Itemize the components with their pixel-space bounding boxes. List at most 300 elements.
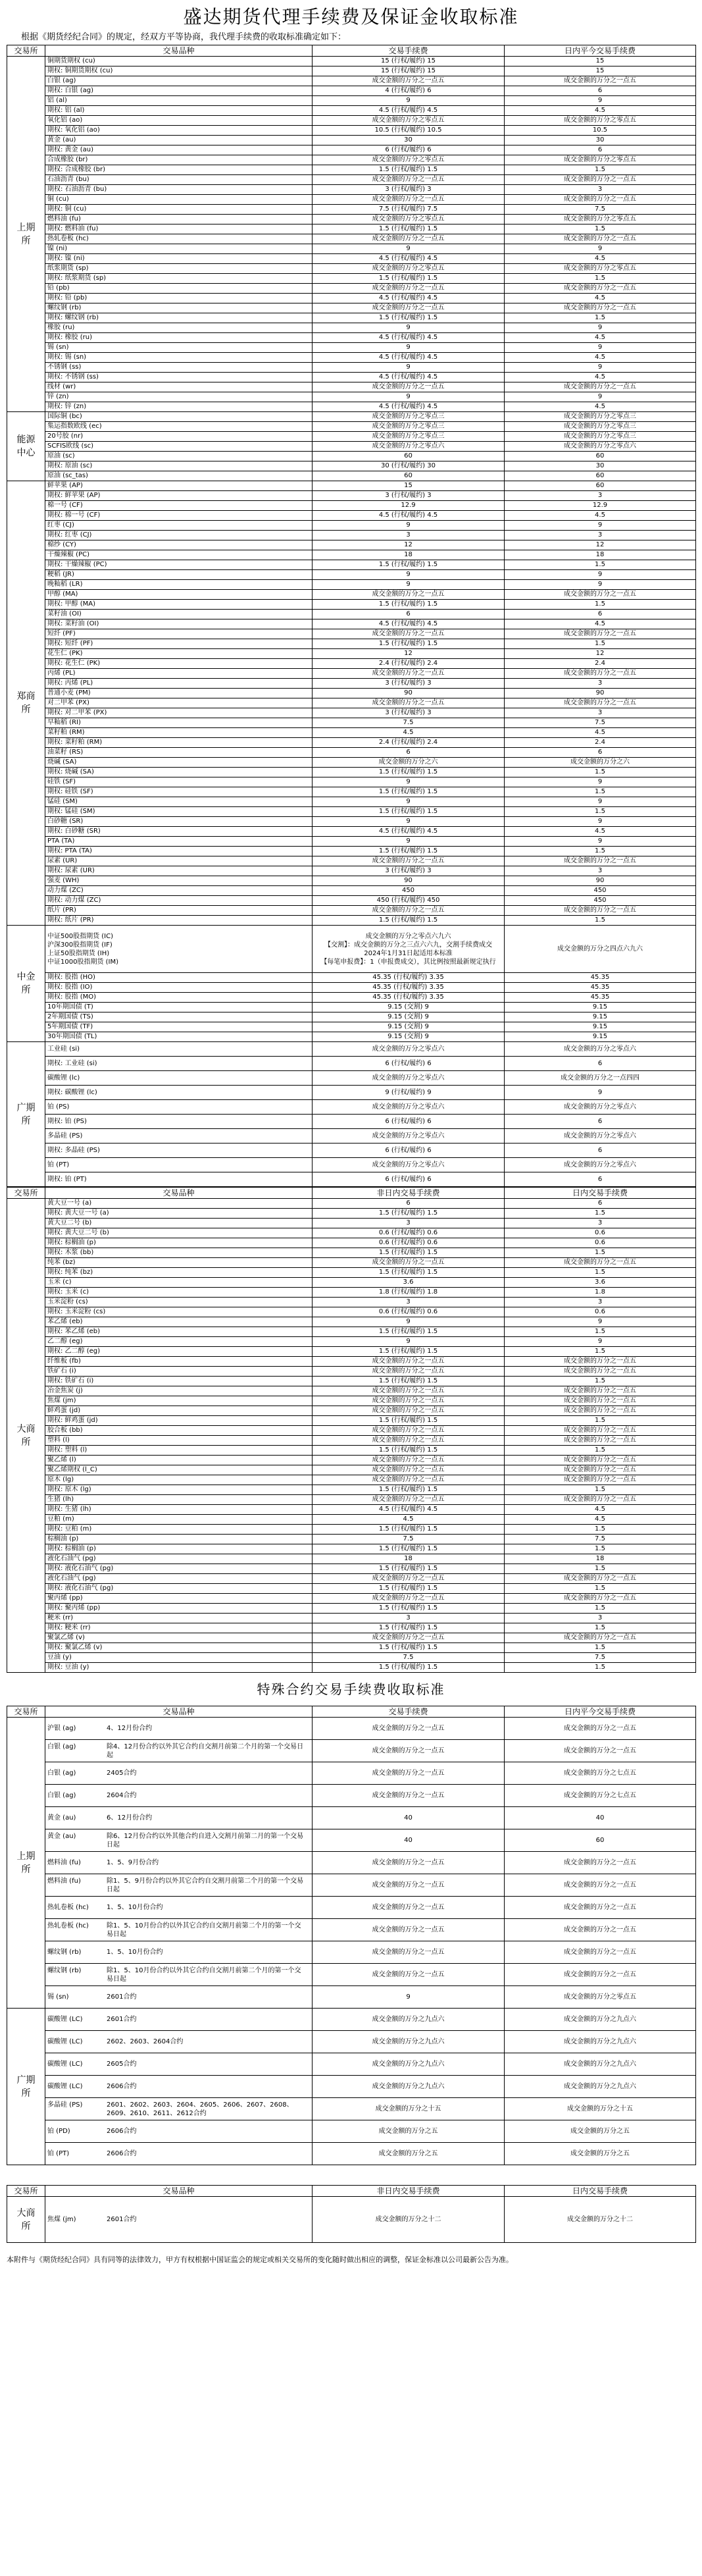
intraday-fee: 4.5 — [505, 106, 696, 116]
fee-row — [7, 501, 696, 511]
column-header: 日内平今交易手续费 — [505, 45, 696, 57]
exchange-name: 大商所 — [7, 1199, 45, 1673]
intraday-fee: 45.35 — [505, 983, 696, 993]
special-product-name: 碳酸锂 (LC) — [47, 2061, 83, 2068]
product-name: 期权: 不锈钢 (ss) — [45, 373, 313, 382]
special-product-name: 白银 (ag) — [47, 1743, 76, 1750]
trade-fee: 0.6 (行权/履约) 0.6 — [313, 1238, 505, 1248]
trade-fee: 9 — [313, 323, 505, 333]
special-fee-row — [7, 1986, 696, 2009]
product-name: 30年期国债 (TL) — [45, 1032, 313, 1042]
intraday-fee: 3 — [505, 679, 696, 689]
trade-fee: 成交金额的万分之零点六 — [313, 1100, 505, 1115]
special-fee-row — [7, 2143, 696, 2165]
special-product-name: 燃料油 (fu) — [47, 1877, 81, 1885]
special-fee-table-body — [7, 1706, 696, 2165]
dalian-special-fee-table — [7, 2185, 696, 2243]
fee-row — [7, 866, 696, 876]
product-name: 花生仁 (PK) — [45, 649, 313, 659]
intraday-fee: 成交金额的万分之十五 — [505, 2098, 696, 2120]
trade-fee: 60 — [313, 471, 505, 481]
trade-fee: 成交金额的万分之一点五 — [313, 1258, 505, 1268]
fee-row — [7, 1623, 696, 1633]
intraday-fee: 4.5 — [505, 294, 696, 303]
special-product — [45, 2053, 313, 2076]
fee-row — [7, 580, 696, 590]
trade-fee: 1.5 (行权/履约) 1.5 — [313, 1643, 505, 1653]
intraday-fee: 7.5 — [505, 718, 696, 728]
trade-fee: 30 (行权/履约) 30 — [313, 461, 505, 471]
product-name: 铅 (pb) — [45, 284, 313, 294]
fee-row — [7, 1042, 696, 1057]
special-fee-row — [7, 1785, 696, 1807]
trade-fee: 9 — [313, 96, 505, 106]
intraday-fee: 1.5 — [505, 1327, 696, 1337]
intro-text: 根据《期货经纪合同》的规定，经双方平等协商，我代理手续费的收取标准确定如下： — [21, 32, 347, 42]
intraday-fee: 18 — [505, 1554, 696, 1564]
fee-row — [7, 1436, 696, 1446]
trade-fee: 1.5 (行权/履约) 1.5 — [313, 1544, 505, 1554]
product-name: 期权: 铜 (cu) — [45, 205, 313, 215]
intraday-fee: 成交金额的万分之一点五 — [505, 1426, 696, 1436]
intraday-fee: 成交金额的万分之一点五 — [505, 1456, 696, 1465]
intraday-fee: 450 — [505, 896, 696, 906]
product-name: 纯苯 (bz) — [45, 1258, 313, 1268]
trade-fee: 成交金额的万分之一点五 — [313, 590, 505, 600]
product-name: 生猪 (lh) — [45, 1495, 313, 1505]
fee-margin-document — [7, 0, 695, 2268]
fee-row — [7, 600, 696, 610]
fee-row — [7, 234, 696, 244]
fee-row — [7, 1426, 696, 1436]
index-futures-intraday-fee: 成交金额的万分之四点六九六 — [505, 926, 696, 973]
product-name: 期权: 棕榈油 (p) — [45, 1544, 313, 1554]
column-header: 交易手续费 — [313, 45, 505, 57]
intraday-fee: 1.5 — [505, 1209, 696, 1219]
trade-fee: 成交金额的万分之一点五 — [313, 1964, 505, 1986]
product-name: 棉一号 (CF) — [45, 501, 313, 511]
product-name: 普通小麦 (PM) — [45, 689, 313, 698]
fee-row — [7, 412, 696, 422]
fee-row — [7, 1199, 696, 1209]
trade-fee: 45.35 (行权/履约) 3.35 — [313, 993, 505, 1003]
fee-row — [7, 1268, 696, 1278]
intraday-fee: 成交金额的万分之一点五 — [505, 1633, 696, 1643]
trade-fee: 成交金额的万分之九点六 — [313, 2009, 505, 2031]
fee-row-index-futures — [7, 926, 696, 973]
intraday-fee: 7.5 — [505, 1653, 696, 1663]
fee-row — [7, 1554, 696, 1564]
special-contract-desc: 2606合约 — [107, 2083, 137, 2090]
fee-row — [7, 777, 696, 787]
trade-fee: 成交金额的万分之一点五 — [313, 175, 505, 185]
fee-row — [7, 96, 696, 106]
intraday-fee: 成交金额的万分之一点五 — [505, 1367, 696, 1377]
special-product-name: 焦煤 (jm) — [47, 2215, 76, 2223]
fee-row — [7, 402, 696, 412]
product-name: 期权: 豆油 (y) — [45, 1663, 313, 1673]
column-header: 日内交易手续费 — [505, 1188, 696, 1199]
special-fee-row — [7, 2076, 696, 2098]
intraday-fee: 4.5 — [505, 619, 696, 629]
fee-row — [7, 1633, 696, 1643]
special-product — [45, 1852, 313, 1874]
special-product — [45, 1986, 313, 2009]
intraday-fee: 成交金额的万分之一点五 — [505, 1897, 696, 1919]
product-name: 鲜鸡蛋 (jd) — [45, 1406, 313, 1416]
intraday-fee: 成交金额的万分之五 — [505, 2143, 696, 2165]
fee-row — [7, 708, 696, 718]
special-contract-desc: 除1、5、10月份合约以外其它合约自交割月前第二个月的第一个交易日起 — [107, 1966, 301, 1983]
trade-fee: 9 — [313, 1337, 505, 1347]
column-header: 交易所 — [7, 2186, 45, 2197]
intraday-fee: 9 — [505, 837, 696, 847]
trade-fee: 成交金额的万分之十五 — [313, 2098, 505, 2120]
fee-row — [7, 1172, 696, 1187]
special-contract-desc: 2605合约 — [107, 2061, 137, 2068]
fee-row — [7, 1057, 696, 1071]
intraday-fee: 成交金额的万分之一点五 — [505, 1718, 696, 1740]
product-name: 纸浆期货 (sp) — [45, 264, 313, 274]
special-contract-desc: 2604合约 — [107, 1792, 137, 1799]
intraday-fee: 1.5 — [505, 1663, 696, 1673]
special-product — [45, 1829, 313, 1852]
fee-row — [7, 1317, 696, 1327]
product-name: 白银 (ag) — [45, 76, 313, 86]
trade-fee: 3 (行权/履约) 3 — [313, 185, 505, 195]
special-product — [45, 2031, 313, 2053]
fee-row — [7, 343, 696, 353]
product-name: 期权: 燃料油 (fu) — [45, 224, 313, 234]
product-name: 期权: 豆粕 (m) — [45, 1525, 313, 1535]
intraday-fee: 成交金额的万分之一点五 — [505, 629, 696, 639]
product-name: 强麦 (WH) — [45, 876, 313, 886]
special-fee-row — [7, 1829, 696, 1852]
trade-fee: 成交金额的万分之一点五 — [313, 1594, 505, 1604]
intraday-fee: 成交金额的万分之六 — [505, 758, 696, 768]
product-name: 白砂糖 (SR) — [45, 817, 313, 827]
fee-row — [7, 738, 696, 748]
trade-fee: 4.5 (行权/履约) 4.5 — [313, 294, 505, 303]
trade-fee: 1.5 (行权/履约) 1.5 — [313, 847, 505, 856]
intraday-fee: 0.6 — [505, 1228, 696, 1238]
special-contract-desc: 2602、2603、2604合约 — [107, 2038, 184, 2045]
intraday-fee: 成交金额的万分之一点五 — [505, 234, 696, 244]
trade-fee: 成交金额的万分之零点六 — [313, 1071, 505, 1086]
column-header: 交易手续费 — [313, 1706, 505, 1718]
special-fee-row — [7, 2053, 696, 2076]
trade-fee: 1.5 (行权/履约) 1.5 — [313, 807, 505, 817]
product-name: 期权: 菜籽油 (OI) — [45, 619, 313, 629]
trade-fee: 4 (行权/履约) 6 — [313, 86, 505, 96]
fee-row — [7, 1416, 696, 1426]
trade-fee: 成交金额的万分之一点五 — [313, 698, 505, 708]
intraday-fee: 3 — [505, 185, 696, 195]
fee-row — [7, 837, 696, 847]
fee-row — [7, 1115, 696, 1129]
index-fee-note: 【交割】：成交金额的万分之三点六六九，交割手续费成交 — [324, 941, 492, 949]
fee-row — [7, 1465, 696, 1475]
special-fee-row — [7, 2120, 696, 2143]
intraday-fee: 9.15 — [505, 1003, 696, 1012]
index-product: 沪深300股指期货 (IF) — [47, 941, 113, 949]
fee-row — [7, 728, 696, 738]
fee-row — [7, 76, 696, 86]
fee-row — [7, 511, 696, 521]
special-product — [45, 1964, 313, 1986]
intraday-fee: 成交金额的万分之一点五 — [505, 590, 696, 600]
fee-row — [7, 274, 696, 284]
exchange-name: 广期所 — [7, 1042, 45, 1187]
intraday-fee: 1.5 — [505, 1544, 696, 1554]
trade-fee: 成交金额的万分之零点三 — [313, 422, 505, 432]
product-name: 橡胶 (ru) — [45, 323, 313, 333]
index-product: 中证1000股指期货 (IM) — [47, 958, 119, 966]
special-fee-row — [7, 1852, 696, 1874]
intraday-fee: 6 — [505, 748, 696, 758]
product-name: 锡 (sn) — [45, 343, 313, 353]
exchange-name: 中金所 — [7, 926, 45, 1042]
product-name: 黄大豆一号 (a) — [45, 1199, 313, 1209]
trade-fee: 成交金额的万分之六 — [313, 758, 505, 768]
fee-row — [7, 659, 696, 669]
trade-fee: 9 — [313, 817, 505, 827]
intraday-fee: 3 — [505, 1298, 696, 1307]
special-contract-desc: 2601合约 — [107, 2016, 137, 2023]
table-header-row — [7, 1188, 696, 1199]
fee-row — [7, 353, 696, 363]
intraday-fee: 6 — [505, 610, 696, 619]
intraday-fee: 9.15 — [505, 1022, 696, 1032]
fee-row — [7, 993, 696, 1003]
product-name: 期权: 纸浆期货 (sp) — [45, 274, 313, 284]
intraday-fee: 4.5 — [505, 254, 696, 264]
intraday-fee: 成交金额的万分之一点五 — [505, 284, 696, 294]
intraday-fee: 7.5 — [505, 205, 696, 215]
product-name: 菜籽油 (OI) — [45, 610, 313, 619]
intraday-fee: 成交金额的万分之零点六 — [505, 1158, 696, 1172]
intraday-fee: 6 — [505, 145, 696, 155]
exchange-name: 上期所 — [7, 1718, 45, 2009]
intraday-fee: 成交金额的万分之一点五 — [505, 1574, 696, 1584]
exchange-name: 能源中心 — [7, 412, 45, 481]
intraday-fee: 4.5 — [505, 373, 696, 382]
trade-fee: 18 — [313, 1554, 505, 1564]
product-name: 期权: 锰硅 (SM) — [45, 807, 313, 817]
trade-fee: 成交金额的万分之一点五 — [313, 1367, 505, 1377]
product-name: 氧化铝 (ao) — [45, 116, 313, 126]
intraday-fee: 1.5 — [505, 1248, 696, 1258]
trade-fee: 1.5 (行权/履约) 1.5 — [313, 1525, 505, 1535]
trade-fee: 成交金额的万分之一点五 — [313, 1436, 505, 1446]
special-product — [45, 2197, 313, 2243]
fee-row — [7, 333, 696, 343]
fee-row — [7, 382, 696, 392]
product-name: 丙烯 (PL) — [45, 669, 313, 679]
product-name: 油菜籽 (RS) — [45, 748, 313, 758]
trade-fee: 成交金额的万分之一点五 — [313, 1406, 505, 1416]
special-product — [45, 1807, 313, 1829]
intraday-fee: 成交金额的万分之九点六 — [505, 2009, 696, 2031]
main-fee-tables — [7, 45, 695, 1673]
fee-row — [7, 679, 696, 689]
fee-row — [7, 185, 696, 195]
fee-row — [7, 254, 696, 264]
product-name: 期权: 甲醇 (MA) — [45, 600, 313, 610]
fee-row — [7, 1495, 696, 1505]
special-product — [45, 1740, 313, 1762]
special-section-title: 特殊合约交易手续费收取标准 — [257, 1681, 445, 1697]
product-name: 聚乙烯期权 (l_C) — [45, 1465, 313, 1475]
trade-fee: 1.5 (行权/履约) 1.5 — [313, 1663, 505, 1673]
intraday-fee: 成交金额的万分之零点三 — [505, 432, 696, 442]
trade-fee: 成交金额的万分之零点五 — [313, 215, 505, 224]
trade-fee: 成交金额的万分之一点五 — [313, 1718, 505, 1740]
product-name: 干燥辣椒 (PC) — [45, 550, 313, 560]
fee-row — [7, 264, 696, 274]
trade-fee: 9 — [313, 570, 505, 580]
intraday-fee: 9 — [505, 363, 696, 373]
trade-fee: 1.8 (行权/履约) 1.8 — [313, 1288, 505, 1298]
product-name: 期权: 锌 (zn) — [45, 402, 313, 412]
trade-fee: 6 (行权/履约) 6 — [313, 1057, 505, 1071]
special-product — [45, 2120, 313, 2143]
product-name: 对二甲苯 (PX) — [45, 698, 313, 708]
fee-row — [7, 1022, 696, 1032]
intraday-fee: 15 — [505, 66, 696, 76]
index-fee-note: 【每笔申报费】：1（申报费成交），其比例按照最新规定执行 — [320, 958, 496, 966]
intraday-fee: 1.5 — [505, 1347, 696, 1357]
intraday-fee: 4.5 — [505, 827, 696, 837]
fee-row — [7, 1158, 696, 1172]
fee-row — [7, 896, 696, 906]
table-header-row — [7, 45, 696, 57]
product-name: 不锈钢 (ss) — [45, 363, 313, 373]
intraday-fee: 9 — [505, 777, 696, 787]
special-contract-desc: 2405合约 — [107, 1770, 137, 1777]
intraday-fee: 成交金额的万分之零点六 — [505, 442, 696, 452]
intraday-fee: 成交金额的万分之一点五 — [505, 1386, 696, 1396]
product-name: 烧碱 (SA) — [45, 758, 313, 768]
trade-fee: 7.5 — [313, 1535, 505, 1544]
product-name: 集运指数欧线 (ec) — [45, 422, 313, 432]
fee-row — [7, 1248, 696, 1258]
product-name: 期权: 铅 (pb) — [45, 294, 313, 303]
dalian-special-table — [7, 2185, 695, 2243]
trade-fee: 7.5 — [313, 718, 505, 728]
trade-fee: 7.5 — [313, 1653, 505, 1663]
fee-row — [7, 649, 696, 659]
product-name: 期权: 聚氯乙烯 (v) — [45, 1643, 313, 1653]
product-name: 期权: 黄大豆一号 (a) — [45, 1209, 313, 1219]
intraday-fee: 成交金额的万分之一点五 — [505, 303, 696, 313]
trade-fee: 成交金额的万分之一点五 — [313, 1574, 505, 1584]
product-name: 多晶硅 (PS) — [45, 1129, 313, 1143]
special-product-name: 多晶硅 (PS) — [47, 2101, 83, 2109]
intraday-fee: 1.5 — [505, 1623, 696, 1633]
fee-row — [7, 1663, 696, 1673]
column-header: 交易所 — [7, 1706, 45, 1718]
column-header: 非日内交易手续费 — [313, 2186, 505, 2197]
trade-fee: 4.5 (行权/履约) 4.5 — [313, 1505, 505, 1515]
fee-row — [7, 1357, 696, 1367]
special-contract-desc: 1、5、9月份合约 — [107, 1859, 159, 1866]
trade-fee: 15 (行权/履约) 15 — [313, 66, 505, 76]
special-contract-desc: 2601合约 — [107, 2215, 137, 2223]
fee-row — [7, 827, 696, 837]
index-normal-fee: 成交金额的万分之零点六九六 — [365, 932, 451, 940]
fee-row — [7, 1129, 696, 1143]
trade-fee: 9 — [313, 1317, 505, 1327]
fee-row — [7, 758, 696, 768]
fee-row — [7, 689, 696, 698]
fee-row — [7, 323, 696, 333]
trade-fee: 3 (行权/履约) 3 — [313, 866, 505, 876]
fee-row — [7, 1604, 696, 1614]
product-name: 豆粕 (m) — [45, 1515, 313, 1525]
trade-fee: 成交金额的万分之五 — [313, 2120, 505, 2143]
special-fee-row — [7, 1740, 696, 1762]
intraday-fee: 成交金额的万分之一点五 — [505, 698, 696, 708]
trade-fee: 成交金额的万分之一点五 — [313, 1941, 505, 1964]
trade-fee: 9.15 (交割) 9 — [313, 1022, 505, 1032]
product-name: 铜期货期权 (cu) — [45, 57, 313, 66]
product-name: 石油沥青 (bu) — [45, 175, 313, 185]
product-name: 期权: 液化石油气 (pg) — [45, 1564, 313, 1574]
trade-fee: 成交金额的万分之一点五 — [313, 1919, 505, 1941]
trade-fee: 6 (行权/履约) 6 — [313, 1172, 505, 1187]
trade-fee: 1.5 (行权/履约) 1.5 — [313, 274, 505, 284]
trade-fee: 9 — [313, 580, 505, 590]
trade-fee: 9.15 (交割) 9 — [313, 1012, 505, 1022]
intraday-fee: 成交金额的万分之一点五 — [505, 175, 696, 185]
product-name: 玉米淀粉 (cs) — [45, 1298, 313, 1307]
trade-fee: 1.5 (行权/履约) 1.5 — [313, 1584, 505, 1594]
special-contract-desc: 2606合约 — [107, 2128, 137, 2135]
product-name: 国际铜 (bc) — [45, 412, 313, 422]
intraday-fee: 1.5 — [505, 165, 696, 175]
trade-fee: 1.5 (行权/履约) 1.5 — [313, 600, 505, 610]
intraday-fee: 成交金额的万分之一点五 — [505, 1919, 696, 1941]
trade-fee: 3 (行权/履约) 3 — [313, 491, 505, 501]
trade-fee: 成交金额的万分之一点五 — [313, 1396, 505, 1406]
trade-fee: 成交金额的万分之一点五 — [313, 1456, 505, 1465]
fee-row — [7, 195, 696, 205]
special-fee-row — [7, 1897, 696, 1919]
product-name: 期权: 玉米 (c) — [45, 1288, 313, 1298]
trade-fee: 3 (行权/履约) 3 — [313, 679, 505, 689]
product-name: 合成橡胶 (br) — [45, 155, 313, 165]
product-name: 20号胶 (nr) — [45, 432, 313, 442]
column-header: 交易品种 — [45, 1706, 313, 1718]
intraday-fee: 成交金额的万分之一点五 — [505, 1465, 696, 1475]
intraday-fee: 成交金额的万分之一点五 — [505, 856, 696, 866]
special-product — [45, 1874, 313, 1897]
intraday-fee: 60 — [505, 471, 696, 481]
fee-row — [7, 106, 696, 116]
intraday-fee: 9 — [505, 1086, 696, 1100]
trade-fee: 9.15 (交割) 9 — [313, 1032, 505, 1042]
fee-row — [7, 807, 696, 817]
fee-row — [7, 1209, 696, 1219]
trade-fee: 6 — [313, 1199, 505, 1209]
product-name: 聚氯乙烯 (v) — [45, 1633, 313, 1643]
product-name: 豆油 (y) — [45, 1653, 313, 1663]
product-name: 10年期国债 (T) — [45, 1003, 313, 1012]
special-fee-row — [7, 1919, 696, 1941]
product-name: 期权: 苯乙烯 (eb) — [45, 1327, 313, 1337]
product-name: 期权: 氧化铝 (ao) — [45, 126, 313, 136]
